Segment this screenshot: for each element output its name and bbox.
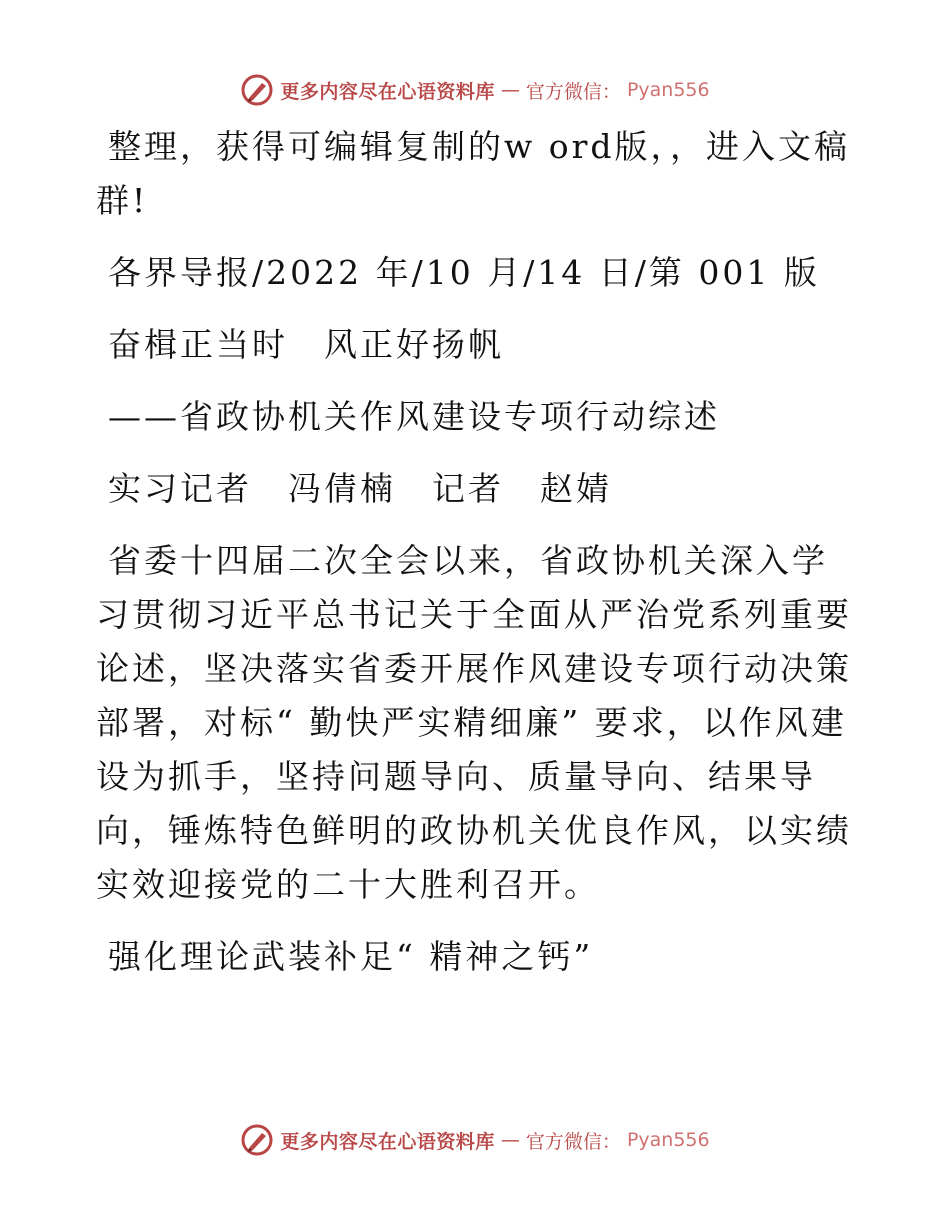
header-banner	[0, 70, 950, 110]
banner-wechat-id: Pyan556	[626, 1129, 710, 1151]
banner-title: 更多内容尽在心语资料库	[280, 1130, 495, 1153]
pen-logo-icon	[240, 73, 274, 107]
intro-paragraph: 整理，获得可编辑复制的w ord版，，进入文稿群!	[96, 127, 851, 220]
banner-title: 更多内容尽在心语资料库	[280, 80, 495, 103]
banner-dash: —	[500, 79, 520, 101]
article-subtitle: ——省政协机关作风建设专项行动综述	[108, 397, 720, 436]
byline: 实习记者 冯倩楠 记者 赵婧	[108, 469, 612, 508]
pen-logo-icon	[240, 1123, 274, 1157]
banner-dash: —	[500, 1129, 520, 1151]
banner-wechat-id: Pyan556	[626, 79, 710, 101]
section-heading: 强化理论武装补足“ 精神之钙”	[108, 937, 594, 976]
footer-banner	[0, 1120, 950, 1160]
article-title: 奋楫正当时 风正好扬帆	[108, 325, 504, 364]
source-line: 各界导报/2022 年/10 月/14 日/第 001 版	[108, 253, 820, 292]
banner-wechat-label: 官方微信：	[525, 80, 621, 103]
document-body	[96, 120, 856, 1002]
banner-wechat-label: 官方微信：	[525, 1130, 621, 1153]
body-paragraph: 省委十四届二次全会以来，省政协机关深入学习贯彻习近平总书记关于全面从严治党系列重要论述，坚决落实省委开展作风建设专项行动决策部署，对标“ 勤快严实精细廉” 要求，以作风建设为抓手，坚持问题导向、质量导向、结果导向，锤炼特色鲜明的政协机关优良作风，以实绩实效迎接党的二十大胜利召开。	[96, 541, 852, 904]
